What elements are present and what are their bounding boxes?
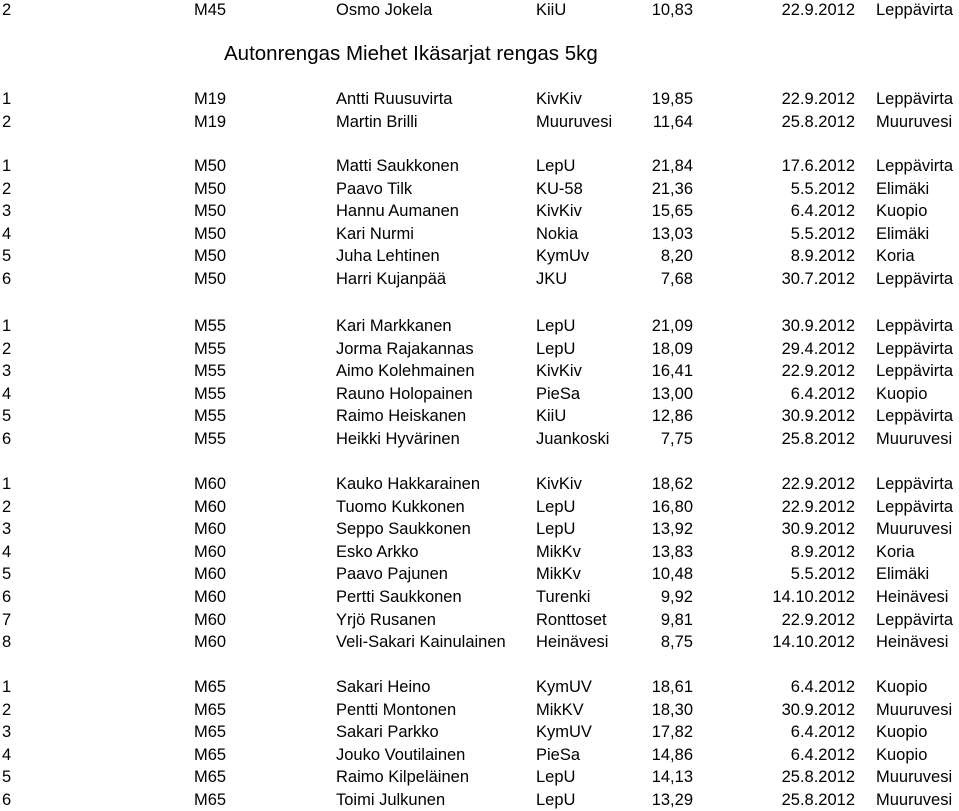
- rank-cell: 6: [2, 430, 12, 448]
- class-cell: M60: [194, 542, 227, 561]
- club-name: LepU: [536, 157, 576, 175]
- athlete-name: Toimi Julkunen: [336, 791, 446, 809]
- result-value: 15,65: [651, 202, 693, 221]
- competition-date: 22.9.2012: [781, 90, 855, 108]
- club-name: Ronttoset: [536, 610, 607, 629]
- club-name: KivKiv: [536, 475, 582, 493]
- result-value: 21,84: [651, 157, 693, 175]
- competition-date: 25.8.2012: [781, 112, 855, 131]
- athlete-name: Kari Nurmi: [336, 224, 414, 243]
- competition-place: Leppävirta: [876, 1, 954, 19]
- competition-place: Leppävirta: [876, 317, 954, 335]
- class-cell: M19: [194, 90, 227, 108]
- athlete-name: Veli-Sakari Kainulainen: [336, 633, 506, 652]
- rank-cell: 8: [2, 633, 12, 652]
- result-row: [0, 631, 959, 653]
- result-value: 18,61: [651, 678, 693, 696]
- class-cell: M50: [194, 224, 227, 243]
- result-value: 18,09: [651, 339, 693, 358]
- result-value: 13,29: [651, 791, 693, 809]
- competition-place: Muuruvesi: [876, 700, 953, 719]
- result-row: [0, 699, 959, 721]
- competition-place: Kuopio: [876, 678, 928, 696]
- competition-place: Koria: [876, 542, 915, 561]
- athlete-name: Antti Ruusuvirta: [336, 90, 453, 108]
- rank-cell: 3: [2, 723, 12, 742]
- result-value: 7,75: [660, 430, 693, 448]
- class-cell: M65: [194, 700, 227, 719]
- competition-place: Leppävirta: [876, 497, 954, 516]
- result-value: 16,41: [651, 362, 693, 381]
- result-row: [0, 360, 959, 382]
- class-cell: M60: [194, 588, 227, 606]
- rank-cell: 5: [2, 247, 12, 266]
- result-row: [0, 518, 959, 540]
- rank-cell: 4: [2, 384, 12, 403]
- competition-date: 30.9.2012: [781, 407, 855, 426]
- result-value: 18,62: [651, 475, 693, 493]
- club-name: LepU: [536, 339, 576, 358]
- rank-cell: 2: [2, 700, 12, 719]
- competition-place: Leppävirta: [876, 407, 954, 426]
- rank-cell: 4: [2, 745, 12, 764]
- class-cell: M55: [194, 339, 227, 358]
- club-name: KymUv: [536, 247, 590, 266]
- rank-cell: 1: [2, 475, 12, 493]
- class-cell: M60: [194, 475, 227, 493]
- club-name: Heinävesi: [536, 633, 609, 652]
- class-cell: M60: [194, 497, 227, 516]
- rank-cell: 2: [2, 339, 12, 358]
- rank-cell: 2: [2, 179, 12, 198]
- club-name: Turenki: [536, 588, 591, 606]
- result-value: 16,80: [651, 497, 693, 516]
- result-value: 10,83: [651, 1, 693, 19]
- competition-place: Muuruvesi: [876, 791, 953, 809]
- competition-date: 25.8.2012: [781, 768, 855, 787]
- result-row: [0, 586, 959, 608]
- result-row: [0, 744, 959, 766]
- athlete-name: Harri Kujanpää: [336, 270, 447, 288]
- rank-cell: 6: [2, 270, 12, 288]
- rank-cell: 2: [2, 112, 12, 131]
- competition-date: 30.9.2012: [781, 700, 855, 719]
- athlete-name: Raimo Kilpeläinen: [336, 768, 469, 787]
- class-cell: M65: [194, 745, 227, 764]
- result-row: [0, 405, 959, 427]
- class-cell: M55: [194, 317, 227, 335]
- club-name: Juankoski: [536, 430, 610, 448]
- result-row: [0, 428, 959, 450]
- rank-cell: 3: [2, 520, 12, 539]
- result-row: [0, 383, 959, 405]
- competition-date: 6.4.2012: [790, 384, 855, 403]
- result-value: 21,09: [651, 317, 693, 335]
- competition-place: Koria: [876, 247, 915, 266]
- class-cell: M65: [194, 678, 227, 696]
- athlete-name: Esko Arkko: [336, 542, 419, 561]
- club-name: LepU: [536, 497, 576, 516]
- class-cell: M60: [194, 633, 227, 652]
- result-row: [0, 200, 959, 222]
- class-cell: M50: [194, 202, 227, 221]
- athlete-name: Juha Lehtinen: [336, 247, 440, 266]
- competition-date: 22.9.2012: [781, 497, 855, 516]
- athlete-name: Seppo Saukkonen: [336, 520, 471, 539]
- competition-date: 22.9.2012: [781, 475, 855, 493]
- competition-date: 22.9.2012: [781, 362, 855, 381]
- result-value: 9,92: [660, 588, 693, 606]
- competition-place: Kuopio: [876, 745, 928, 764]
- class-cell: M50: [194, 179, 227, 198]
- class-cell: M50: [194, 270, 227, 288]
- competition-place: Leppävirta: [876, 270, 954, 288]
- club-name: LepU: [536, 317, 576, 335]
- athlete-name: Hannu Aumanen: [336, 202, 459, 221]
- section-heading: Autonrengas Miehet Ikäsarjat rengas 5kg: [224, 42, 598, 65]
- athlete-name: Matti Saukkonen: [336, 157, 459, 175]
- result-row: [0, 609, 959, 631]
- class-cell: M55: [194, 407, 227, 426]
- club-name: PieSa: [536, 745, 581, 764]
- athlete-name: Kari Markkanen: [336, 317, 452, 335]
- club-name: Nokia: [536, 224, 579, 243]
- result-row: [0, 473, 959, 495]
- athlete-name: Rauno Holopainen: [336, 384, 473, 403]
- result-row: [0, 541, 959, 563]
- result-value: 8,75: [660, 633, 693, 652]
- class-cell: M45: [194, 1, 227, 19]
- class-cell: M55: [194, 384, 227, 403]
- club-name: PieSa: [536, 384, 581, 403]
- rank-cell: 2: [2, 1, 12, 19]
- athlete-name: Paavo Pajunen: [336, 565, 448, 584]
- competition-place: Leppävirta: [876, 157, 954, 175]
- result-row: [0, 721, 959, 743]
- rank-cell: 5: [2, 768, 12, 787]
- competition-place: Heinävesi: [876, 588, 949, 606]
- competition-date: 8.9.2012: [790, 247, 855, 266]
- class-cell: M50: [194, 157, 227, 175]
- competition-place: Muuruvesi: [876, 520, 953, 539]
- class-cell: M65: [194, 768, 227, 787]
- club-name: Muuruvesi: [536, 112, 613, 131]
- club-name: KiiU: [536, 1, 567, 19]
- athlete-name: Yrjö Rusanen: [336, 610, 436, 629]
- competition-place: Leppävirta: [876, 90, 954, 108]
- rank-cell: 7: [2, 610, 12, 629]
- competition-date: 5.5.2012: [790, 179, 855, 198]
- class-cell: M60: [194, 565, 227, 584]
- result-value: 11,64: [652, 112, 693, 131]
- rank-cell: 4: [2, 224, 12, 243]
- competition-date: 8.9.2012: [790, 542, 855, 561]
- club-name: MikKv: [536, 542, 581, 561]
- club-name: LepU: [536, 791, 576, 809]
- competition-place: Heinävesi: [876, 633, 949, 652]
- rank-cell: 3: [2, 362, 12, 381]
- athlete-name: Pentti Montonen: [336, 700, 457, 719]
- competition-place: Kuopio: [876, 202, 928, 221]
- rank-cell: 5: [2, 565, 12, 584]
- athlete-name: Aimo Kolehmainen: [336, 362, 475, 381]
- competition-date: 5.5.2012: [790, 565, 855, 584]
- athlete-name: Kauko Hakkarainen: [336, 475, 481, 493]
- club-name: KU-58: [536, 179, 583, 198]
- competition-date: 6.4.2012: [790, 745, 855, 764]
- competition-date: 14.10.2012: [772, 633, 855, 652]
- result-row: [0, 111, 959, 133]
- athlete-name: Jouko Voutilainen: [336, 745, 466, 764]
- result-value: 9,81: [660, 610, 693, 629]
- result-value: 13,03: [651, 224, 693, 243]
- rank-cell: 5: [2, 407, 12, 426]
- club-name: MikKV: [536, 700, 584, 719]
- rank-cell: 4: [2, 542, 12, 561]
- competition-date: 6.4.2012: [790, 202, 855, 221]
- competition-place: Elimäki: [876, 179, 930, 198]
- competition-place: Elimäki: [876, 565, 930, 584]
- result-row: [0, 268, 959, 290]
- result-row: [0, 178, 959, 200]
- result-value: 17,82: [651, 723, 693, 742]
- competition-date: 22.9.2012: [781, 1, 855, 19]
- result-row: [0, 88, 959, 110]
- result-row: [0, 676, 959, 698]
- class-cell: M60: [194, 610, 227, 629]
- result-value: 13,92: [651, 520, 693, 539]
- club-name: KivKiv: [536, 202, 582, 221]
- result-value: 14,86: [651, 745, 693, 764]
- class-cell: M55: [194, 362, 227, 381]
- competition-place: Leppävirta: [876, 475, 954, 493]
- athlete-name: Paavo Tilk: [336, 179, 413, 198]
- result-row: [0, 496, 959, 518]
- competition-place: Leppävirta: [876, 610, 954, 629]
- competition-date: 30.7.2012: [781, 270, 855, 288]
- class-cell: M60: [194, 520, 227, 539]
- result-row: [0, 245, 959, 267]
- result-value: 8,20: [660, 247, 693, 266]
- rank-cell: 1: [2, 157, 12, 175]
- rank-cell: 3: [2, 202, 12, 221]
- athlete-name: Pertti Saukkonen: [336, 588, 462, 606]
- class-cell: M50: [194, 247, 227, 266]
- result-row: [0, 0, 959, 21]
- rank-cell: 6: [2, 791, 12, 809]
- competition-date: 30.9.2012: [781, 317, 855, 335]
- rank-cell: 2: [2, 497, 12, 516]
- club-name: KivKiv: [536, 362, 582, 381]
- athlete-name: Sakari Heino: [336, 678, 431, 696]
- competition-date: 29.4.2012: [781, 339, 855, 358]
- athlete-name: Heikki Hyvärinen: [336, 430, 460, 448]
- rank-cell: 1: [2, 90, 12, 108]
- athlete-name: Martin Brilli: [336, 112, 418, 131]
- result-row: [0, 155, 959, 177]
- result-value: 19,85: [651, 90, 693, 108]
- competition-date: 6.4.2012: [790, 723, 855, 742]
- competition-place: Leppävirta: [876, 362, 954, 381]
- club-name: KiiU: [536, 407, 567, 426]
- class-cell: M19: [194, 112, 227, 131]
- result-row: [0, 223, 959, 245]
- competition-date: 5.5.2012: [790, 224, 855, 243]
- athlete-name: Tuomo Kukkonen: [336, 497, 465, 516]
- competition-date: 6.4.2012: [790, 678, 855, 696]
- class-cell: M65: [194, 723, 227, 742]
- result-value: 10,48: [651, 565, 693, 584]
- rank-cell: 1: [2, 678, 12, 696]
- competition-date: 25.8.2012: [781, 430, 855, 448]
- competition-place: Muuruvesi: [876, 112, 953, 131]
- result-row: [0, 789, 959, 811]
- competition-date: 25.8.2012: [781, 791, 855, 809]
- rank-cell: 6: [2, 588, 12, 606]
- result-value: 7,68: [660, 270, 693, 288]
- result-value: 13,83: [651, 542, 693, 561]
- result-value: 13,00: [651, 384, 693, 403]
- competition-place: Muuruvesi: [876, 768, 953, 787]
- competition-place: Leppävirta: [876, 339, 954, 358]
- result-value: 14,13: [651, 768, 693, 787]
- club-name: MikKv: [536, 565, 581, 584]
- club-name: LepU: [536, 768, 576, 787]
- class-cell: M65: [194, 791, 227, 809]
- athlete-name: Osmo Jokela: [336, 1, 433, 19]
- competition-place: Muuruvesi: [876, 430, 953, 448]
- club-name: KivKiv: [536, 90, 582, 108]
- competition-place: Kuopio: [876, 384, 928, 403]
- competition-place: Elimäki: [876, 224, 930, 243]
- result-value: 12,86: [651, 407, 693, 426]
- result-value: 18,30: [651, 700, 693, 719]
- competition-date: 14.10.2012: [772, 588, 855, 606]
- competition-place: Kuopio: [876, 723, 928, 742]
- result-row: [0, 338, 959, 360]
- class-cell: M55: [194, 430, 227, 448]
- result-row: [0, 766, 959, 788]
- athlete-name: Jorma Rajakannas: [336, 339, 474, 358]
- rank-cell: 1: [2, 317, 12, 335]
- result-value: 21,36: [651, 179, 693, 198]
- athlete-name: Raimo Heiskanen: [336, 407, 467, 426]
- athlete-name: Sakari Parkko: [336, 723, 439, 742]
- club-name: JKU: [536, 270, 568, 288]
- club-name: KymUV: [536, 678, 592, 696]
- competition-date: 17.6.2012: [781, 157, 855, 175]
- result-row: [0, 563, 959, 585]
- competition-date: 22.9.2012: [781, 610, 855, 629]
- club-name: LepU: [536, 520, 576, 539]
- competition-date: 30.9.2012: [781, 520, 855, 539]
- club-name: KymUV: [536, 723, 592, 742]
- result-row: [0, 315, 959, 337]
